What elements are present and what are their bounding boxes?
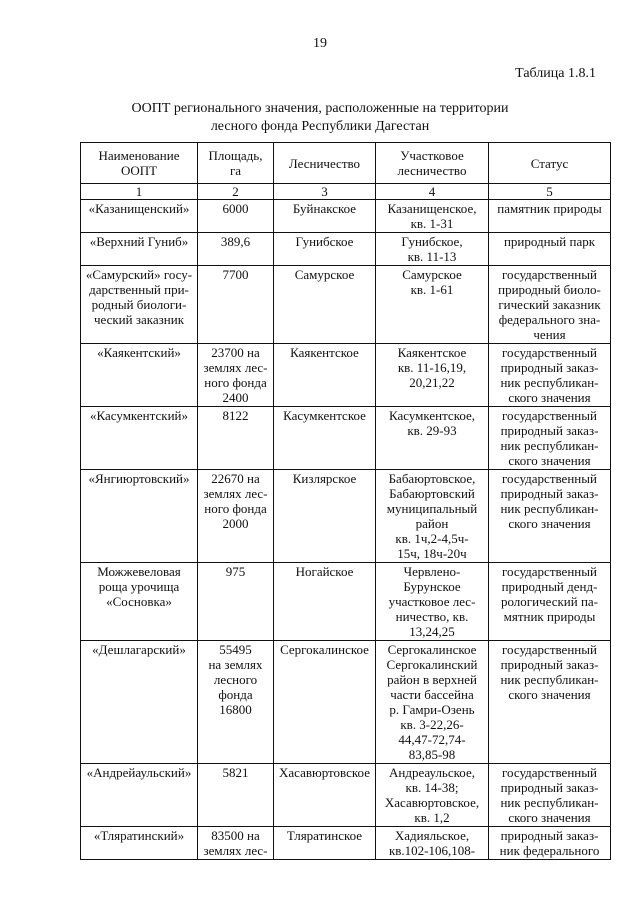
table-row bbox=[81, 266, 611, 344]
cell-status: государственный природный денд- рологический па- мятник природы bbox=[489, 563, 611, 641]
header-status: Статус bbox=[489, 143, 611, 184]
cell-name: «Верхний Гуниб» bbox=[81, 233, 198, 266]
cell-status: государственный природный заказ- ник республикан- ского значения bbox=[489, 470, 611, 563]
cell-status: государственный природный заказ- ник республикан- ского значения bbox=[489, 641, 611, 764]
cell-name: «Янгиюртовский» bbox=[81, 470, 198, 563]
cell-area: 6000 bbox=[198, 200, 274, 233]
cell-status: государственный природный заказ- ник республикан- ского значения bbox=[489, 344, 611, 407]
cell-district-forestry: Каякентское кв. 11-16,19, 20,21,22 bbox=[376, 344, 489, 407]
cell-area: 389,6 bbox=[198, 233, 274, 266]
cell-forestry: Гунибское bbox=[274, 233, 376, 266]
cell-forestry: Сергокалинское bbox=[274, 641, 376, 764]
table-row bbox=[81, 233, 611, 266]
cell-name: «Самурский» госу- дарственный при- родный биологи- ческий заказник bbox=[81, 266, 198, 344]
cell-area: 23700 на землях лес- ного фонда 2400 bbox=[198, 344, 274, 407]
table-row bbox=[81, 563, 611, 641]
column-number: 3 bbox=[274, 184, 376, 200]
table-label: Таблица 1.8.1 bbox=[515, 66, 596, 81]
cell-name: «Тляратинский» bbox=[81, 827, 198, 860]
table-row bbox=[81, 764, 611, 827]
cell-area: 8122 bbox=[198, 407, 274, 470]
cell-district-forestry: Андреаульское, кв. 14-38; Хасавюртовское, кв. 1,2 bbox=[376, 764, 489, 827]
table-row bbox=[81, 827, 611, 860]
header-district-forestry: Участковое лесничество bbox=[376, 143, 489, 184]
header-forestry: Лесничество bbox=[274, 143, 376, 184]
cell-district-forestry: Казанищенское, кв. 1-31 bbox=[376, 200, 489, 233]
cell-forestry: Самурское bbox=[274, 266, 376, 344]
cell-status: государственный природный биоло- гический заказник федерального зна- чения bbox=[489, 266, 611, 344]
cell-status: природный парк bbox=[489, 233, 611, 266]
cell-status: памятник природы bbox=[489, 200, 611, 233]
cell-area: 22670 на землях лес- ного фонда 2000 bbox=[198, 470, 274, 563]
cell-forestry: Ногайское bbox=[274, 563, 376, 641]
cell-name: «Дешлагарский» bbox=[81, 641, 198, 764]
cell-status: государственный природный заказ- ник республикан- ского значения bbox=[489, 764, 611, 827]
cell-area: 55495 на землях лесного фонда 16800 bbox=[198, 641, 274, 764]
cell-name: «Каякентский» bbox=[81, 344, 198, 407]
table-row bbox=[81, 200, 611, 233]
cell-forestry: Хасавюртовское bbox=[274, 764, 376, 827]
page-number: 19 bbox=[313, 36, 327, 51]
cell-forestry: Касумкентское bbox=[274, 407, 376, 470]
caption-line: ООПТ регионального значения, расположенные на территории bbox=[131, 101, 509, 116]
cell-name: «Казанищенский» bbox=[81, 200, 198, 233]
cell-area: 83500 на землях лес- bbox=[198, 827, 274, 860]
cell-forestry: Каякентское bbox=[274, 344, 376, 407]
header-row bbox=[81, 143, 611, 184]
cell-name: «Андрейаульский» bbox=[81, 764, 198, 827]
cell-forestry: Кизлярское bbox=[274, 470, 376, 563]
cell-area: 7700 bbox=[198, 266, 274, 344]
column-number: 5 bbox=[489, 184, 611, 200]
table-row bbox=[81, 344, 611, 407]
column-number: 1 bbox=[81, 184, 198, 200]
cell-name: Можжевеловая роща урочища «Сосновка» bbox=[81, 563, 198, 641]
column-number-row bbox=[81, 184, 611, 200]
table-row bbox=[81, 641, 611, 764]
cell-name: «Касумкентский» bbox=[81, 407, 198, 470]
cell-area: 5821 bbox=[198, 764, 274, 827]
header-area: Площадь, га bbox=[198, 143, 274, 184]
protected-areas-table bbox=[80, 142, 611, 860]
cell-area: 975 bbox=[198, 563, 274, 641]
cell-district-forestry: Бабаюртовское, Бабаюртовский муниципальный район кв. 1ч,2-4,5ч- 15ч, 18ч-20ч bbox=[376, 470, 489, 563]
cell-district-forestry: Касумкентское, кв. 29-93 bbox=[376, 407, 489, 470]
cell-status: природный заказ- ник федерального bbox=[489, 827, 611, 860]
caption-line: лесного фонда Республики Дагестан bbox=[210, 119, 430, 134]
cell-forestry: Тляратинское bbox=[274, 827, 376, 860]
cell-district-forestry: Сергокалинское Сергокалинский район в верхней части бассейна р. Гамри-Озень кв. 3-22,26- 44,47-72,74- 83,85-98 bbox=[376, 641, 489, 764]
cell-status: государственный природный заказ- ник республикан- ского значения bbox=[489, 407, 611, 470]
cell-district-forestry: Самурское кв. 1-61 bbox=[376, 266, 489, 344]
column-number: 2 bbox=[198, 184, 274, 200]
table-caption bbox=[0, 100, 640, 136]
column-number: 4 bbox=[376, 184, 489, 200]
cell-district-forestry: Гунибское, кв. 11-13 bbox=[376, 233, 489, 266]
table-row bbox=[81, 470, 611, 563]
header-name: Наименование ООПТ bbox=[81, 143, 198, 184]
cell-district-forestry: Червлено- Бурунское участковое лес- ничество, кв. 13,24,25 bbox=[376, 563, 489, 641]
cell-forestry: Буйнакское bbox=[274, 200, 376, 233]
cell-district-forestry: Хадияльское, кв.102-106,108- bbox=[376, 827, 489, 860]
table-row bbox=[81, 407, 611, 470]
